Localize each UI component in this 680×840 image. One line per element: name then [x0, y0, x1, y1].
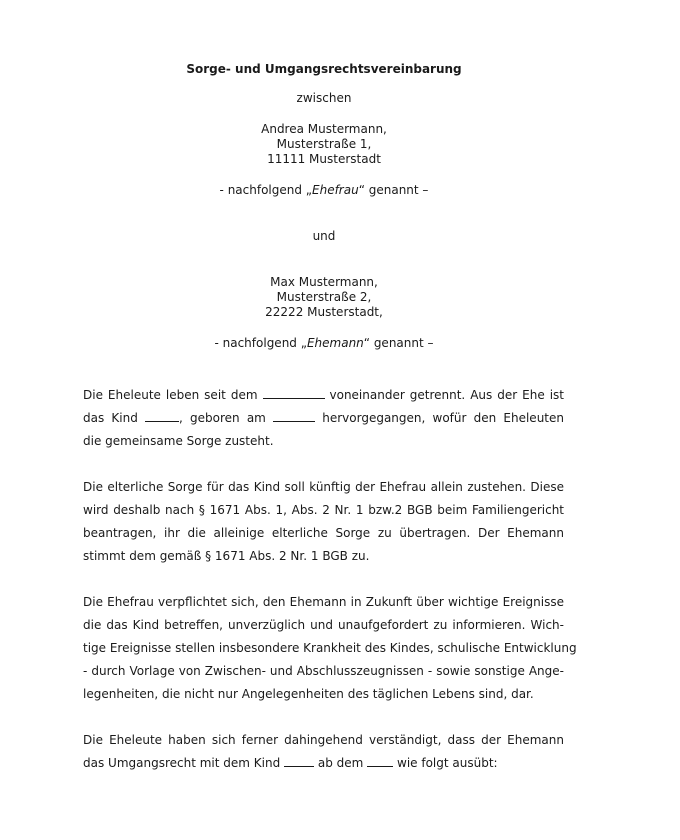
paragraph-line: Die elterliche Sorge für das Kind soll künftig der Ehefrau allein zustehen. Diese: [83, 480, 564, 494]
paragraph-line: - durch Vorlage von Zwischen- und Abschlusszeugnissen - sowie sonstige Ange-: [83, 664, 564, 678]
party1-designation: [0, 183, 648, 198]
designation-prefix: - nachfolgend „: [214, 336, 307, 350]
text-segment: das Umgangsrecht mit dem Kind: [83, 756, 281, 770]
party2-street: Musterstraße 2,: [276, 290, 372, 304]
paragraph-line: wird deshalb nach § 1671 Abs. 1, Abs. 2 Nr. 1 bzw.2 BGB beim Familiengericht: [83, 503, 564, 517]
party2-name: Max Mustermann,: [270, 275, 378, 289]
paragraph-line: [83, 752, 564, 775]
party1-street: Musterstraße 1,: [276, 137, 372, 151]
blank-start-date: [367, 756, 393, 767]
text-segment: hervorgegangen, wofür den Eheleuten: [322, 411, 564, 425]
text-segment: wie folgt ausübt:: [397, 756, 498, 770]
paragraph-line: tige Ereignisse stellen insbesondere Krankheit des Kindes, schulische Entwicklung: [83, 641, 577, 655]
text-segment: Die Eheleute leben seit dem: [83, 388, 258, 402]
document-title: Sorge- und Umgangsrechtsvereinbarung: [186, 62, 462, 76]
paragraph-line: die das Kind betreffen, unverzüglich und unaufgefordert zu informieren. Wich-: [83, 618, 564, 632]
text-segment: ab dem: [317, 756, 364, 770]
blank-child-name: [284, 756, 314, 767]
paragraph-custody: [83, 476, 564, 568]
blank-separation-date: [263, 388, 325, 399]
paragraph-line: legenheiten, die nicht nur Angelegenheiten des täglichen Lebens sind, dar.: [83, 687, 534, 701]
party2-designation: [0, 336, 648, 351]
paragraph-separation: [83, 384, 564, 453]
party1-city: 11111 Musterstadt: [267, 152, 381, 166]
text-segment: , geboren am: [179, 411, 266, 425]
text-segment: das Kind: [83, 411, 138, 425]
text-segment: voneinander getrennt. Aus der Ehe ist: [329, 388, 564, 402]
paragraph-line: beantragen, ihr die alleinige elterliche Sorge zu übertragen. Der Ehemann: [83, 526, 564, 540]
paragraph-line: stimmt dem gemäß § 1671 Abs. 2 Nr. 1 BGB zu.: [83, 549, 370, 563]
paragraph-information: [83, 591, 577, 706]
blank-child-name: [145, 411, 179, 422]
paragraph-line: [83, 407, 564, 430]
party2-city: 22222 Musterstadt,: [265, 305, 383, 319]
designation-prefix: - nachfolgend „: [219, 183, 313, 197]
designation-name: Ehemann: [306, 336, 364, 350]
paragraph-line: die gemeinsame Sorge zusteht.: [83, 434, 274, 448]
paragraph-visitation: [83, 729, 564, 775]
between-label: zwischen: [296, 91, 352, 105]
paragraph-line: [83, 384, 564, 407]
and-label: und: [312, 229, 336, 243]
blank-birth-date: [273, 411, 315, 422]
designation-suffix: “ genannt –: [358, 183, 429, 197]
designation-name: Ehefrau: [312, 183, 359, 197]
designation-suffix: “ genannt –: [363, 336, 434, 350]
paragraph-line: Die Eheleute haben sich ferner dahingehend verständigt, dass der Ehemann: [83, 733, 564, 747]
paragraph-line: Die Ehefrau verpflichtet sich, den Ehemann in Zukunft über wichtige Ereignisse: [83, 595, 564, 609]
party1-name: Andrea Mustermann,: [261, 122, 387, 136]
